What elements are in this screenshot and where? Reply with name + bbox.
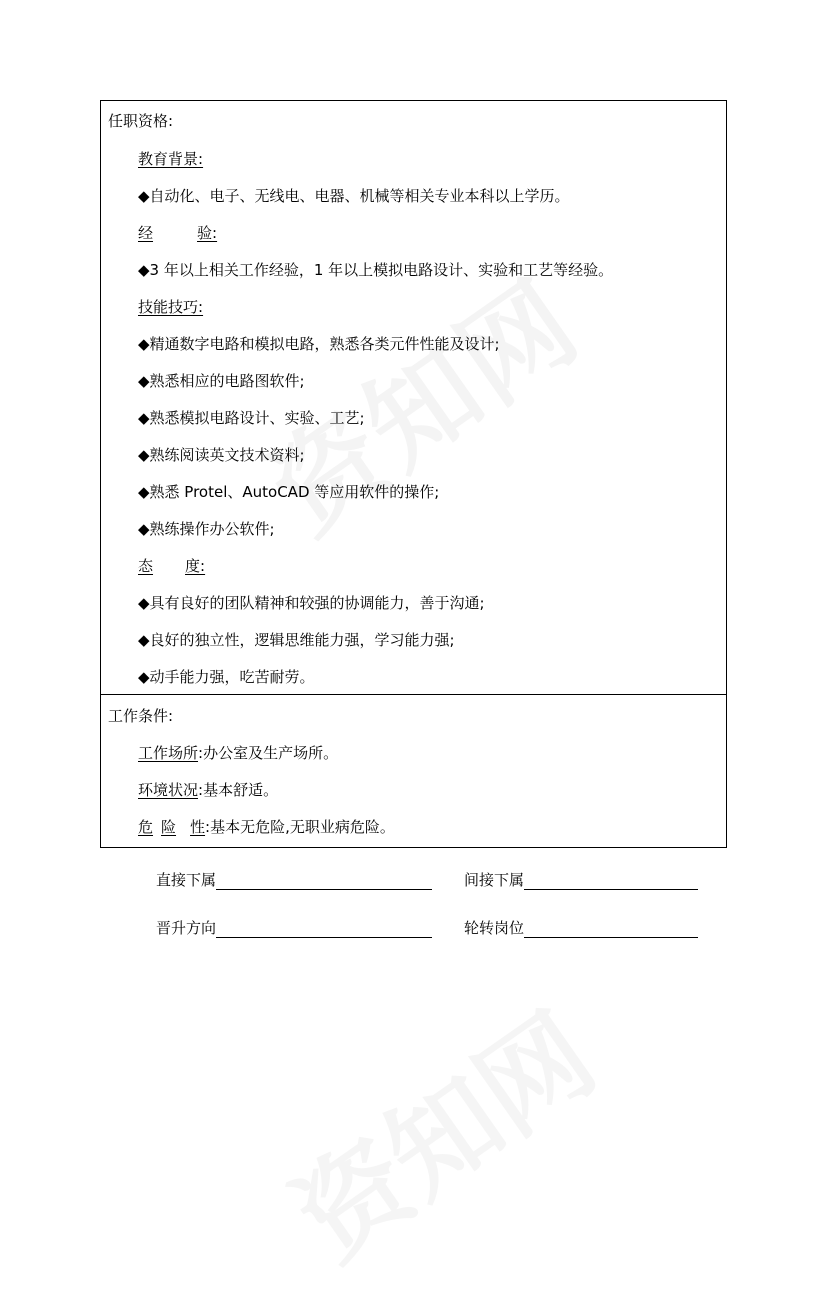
attitude-label-a: 态 (138, 557, 154, 575)
promotion-label: 晋升方向 (156, 919, 217, 937)
hazard-row (138, 817, 395, 837)
indirect-subordinate-field (464, 870, 698, 890)
skills-item: ◆熟练操作办公软件; (138, 520, 275, 538)
hazard-label-b: 险 (161, 818, 177, 836)
watermark (260, 971, 621, 1289)
skills-label: 技能技巧: (138, 298, 204, 316)
experience-label (138, 223, 217, 243)
direct-subordinate-field (156, 870, 432, 890)
rotation-field (464, 918, 698, 938)
job-requirements-table (100, 100, 727, 848)
rotation-input[interactable] (524, 919, 698, 938)
workplace-label: 工作场所 (138, 744, 199, 762)
qualifications-heading: 任职资格: (108, 112, 174, 130)
experience-label-a: 经 (138, 224, 154, 242)
attitude-item: ◆动手能力强，吃苦耐劳。 (138, 668, 315, 686)
hazard-label-c: 性 (190, 818, 206, 836)
skills-item: ◆熟悉模拟电路设计、实验、工艺; (138, 409, 365, 427)
direct-subordinate-input[interactable] (216, 871, 432, 890)
skills-item: ◆精通数字电路和模拟电路，熟悉各类元件性能及设计; (138, 335, 500, 353)
workplace-value: :办公室及生产场所。 (198, 744, 339, 762)
environment-row (138, 780, 278, 800)
attitude-item: ◆良好的独立性，逻辑思维能力强，学习能力强; (138, 631, 455, 649)
skills-item: ◆熟练阅读英文技术资料; (138, 446, 305, 464)
conditions-heading: 工作条件: (108, 707, 174, 725)
skills-item: ◆熟悉相应的电路图软件; (138, 372, 305, 390)
experience-label-b: 验: (197, 224, 218, 242)
workplace-row (138, 743, 338, 763)
direct-subordinate-label: 直接下属 (156, 871, 217, 889)
skills-item: ◆熟悉 Protel、AutoCAD 等应用软件的操作; (138, 483, 440, 501)
promotion-input[interactable] (216, 919, 432, 938)
environment-value: :基本舒适。 (198, 781, 279, 799)
hazard-label-a: 危 (138, 818, 154, 836)
education-label: 教育背景: (138, 150, 204, 168)
education-item: ◆自动化、电子、无线电、电器、机械等相关专业本科以上学历。 (138, 187, 570, 205)
attitude-label-b: 度: (185, 557, 206, 575)
environment-label: 环境状况 (138, 781, 199, 799)
indirect-subordinate-label: 间接下属 (464, 871, 525, 889)
hazard-label (138, 818, 205, 836)
indirect-subordinate-input[interactable] (524, 871, 698, 890)
attitude-label (138, 556, 205, 576)
rotation-label: 轮转岗位 (464, 919, 525, 937)
hazard-value: :基本无危险,无职业病危险。 (205, 818, 395, 836)
promotion-field (156, 918, 432, 938)
experience-item: ◆3 年以上相关工作经验，1 年以上模拟电路设计、实验和工艺等经验。 (138, 261, 614, 279)
attitude-item: ◆具有良好的团队精神和较强的协调能力，善于沟通; (138, 594, 485, 612)
